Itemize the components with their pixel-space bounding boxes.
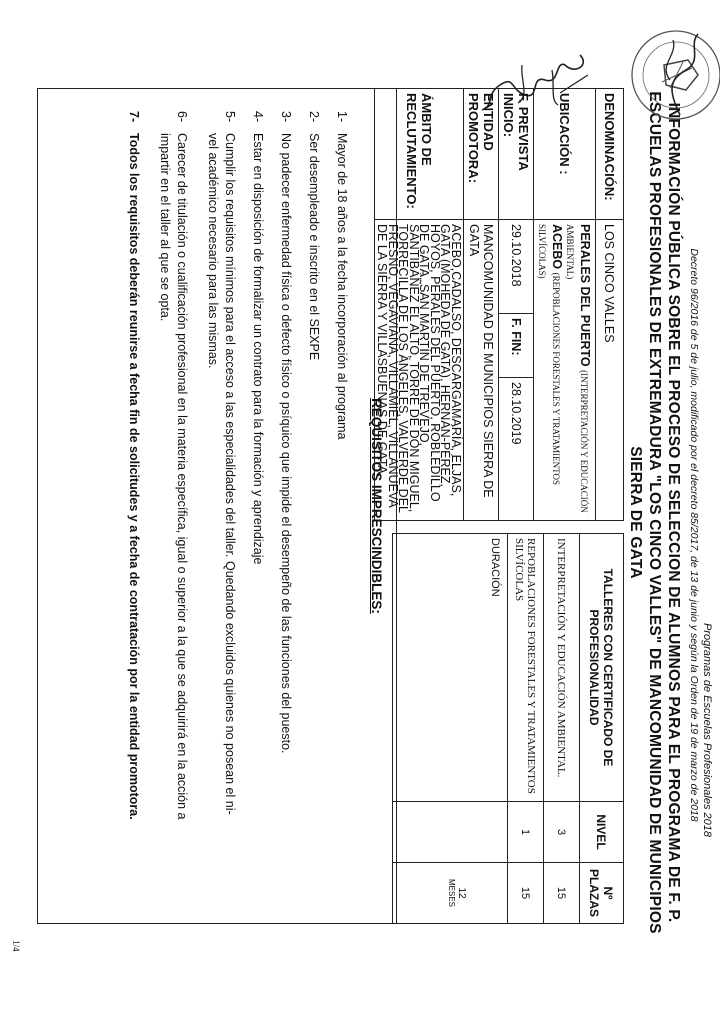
title-line-2: ESCUELAS PROFESIONALES DE EXTREMADURA "LOS CINCO VALLES" DE MANCOMUNIDAD DE MUNICIPIOS (646, 91, 663, 934)
fprevista-label: F. PREVISTA INICIO: (499, 89, 534, 220)
taller-1-plazas: 15 (544, 863, 580, 924)
requisito-3: 3-No padecer enfermedad física o defecto físico o psíquico que impide el desempeño de las funciones del puesto. (279, 111, 293, 754)
decree-header: Decreto 96/2016 de 5 de julio, modificado por el decreto 85/2017, de 13 de junio y según la Orden de 19 de marzo de 2018 (688, 248, 700, 822)
ffin-label: F. FIN: (499, 314, 534, 378)
requisito-2: 2-Ser desempleado e inscrito en el SEXPE (307, 111, 321, 361)
header-nivel: NIVEL (580, 802, 624, 863)
title-line-1: INFORMACIÓN PÚBLICA SOBRE EL PROCESO DE SELECCION DE ALUMNOS PARA EL PROGRAMA DE F. P. (665, 102, 682, 923)
duracion-value (393, 863, 508, 924)
requisitos-section (37, 88, 397, 924)
ubicacion-town-2: ACEBO (550, 224, 565, 270)
duracion-months: 12 (456, 887, 467, 899)
document-title (626, 20, 683, 1005)
entidad-label: ENTIDAD PROMOTORA: (464, 89, 499, 220)
row-denominacion (596, 89, 624, 521)
ubicacion-note-1: (INTERPRETACIÓN Y EDUCACIÓN AMBIENTAL) (565, 224, 590, 513)
duracion-unit: MESES (447, 878, 456, 907)
ubicacion-label: UBICACIÓN : (534, 89, 596, 220)
taller-1-name: INTERPRETACIÓN Y EDUCACIÓN AMBIENTAL. (544, 534, 580, 802)
header-plazas: Nº PLAZAS (580, 863, 624, 924)
taller-row-2 (508, 534, 544, 924)
row-fechas (499, 89, 534, 521)
duracion-label: DURACIÓN (393, 534, 508, 802)
program-header: Programas de Escuelas Profesionales 2018 (701, 622, 713, 837)
requisito-7: 7-Todos los requisitos deberán reunirse a fecha fin de solicitudes y a fecha de contratación por la entidad promotora. (127, 111, 141, 820)
ambito-label: ÁMBITO DE RECLUTAMIENTO: (375, 89, 464, 220)
ambito-value: ACEBO,CADALSO, DESCARGAMARÍA, ELJAS, GATA (MOHEDA DE GATA), HERNÁN-PÉREZ, HOYOS, PERALES DEL PUERTO, ROBLEDILLO DE GATA, SAN MARTÍN DE TREVEJO, SANTIBÁÑEZ EL ALTO, TORRE DE DON MIGUEL, TORRECILLA DE LOS ÁNGELES, VALVERDE DEL FRESNO, VEGAVIANA, VILLAMIEL, VILLANUEVA DE LA SIERRA Y VILLASBUENAS DE GATA. (375, 220, 464, 521)
program-info-table (374, 88, 624, 521)
ubicacion-town-1: PERALES DEL PUERTO (578, 224, 593, 367)
requisito-5: 5-Cumplir los requisitos mínimos para el acceso a las especialidades del taller. Quedando excluidos quienes no posean el ni- vel académico necesario para las mismas. (206, 111, 237, 815)
requisito-6: 6-Carecer de titulación o cualificación profesional en la materia específica, igual o superior a la que se adquirirá en la acción a impartir en el taller al que se opta. (158, 111, 189, 820)
duracion-empty (393, 802, 508, 863)
page-number: 1/4 (11, 940, 21, 952)
row-ubicacion (534, 89, 596, 521)
taller-2-name: REPOBLACIONES FORESTALES Y TRATAMIENTOS SILVÍCOLAS (508, 534, 544, 802)
fprevista-value: 29.10.2018 (499, 220, 534, 314)
talleres-header-row (580, 534, 624, 924)
header-taller: TALLERES CON CERTIFICADO DE PROFESIONALIDAD (580, 534, 624, 802)
duracion-row (393, 534, 508, 924)
ubicacion-note-2: (REPOBLACIONES FORESTALES Y TRATAMIENTOS SILVÍCOLAS) (537, 224, 562, 485)
entidad-value: MANCOMUNIDAD DE MUNICIPIOS SIERRA DE GATA (464, 220, 499, 521)
requisito-1: 1-Mayor de 18 años a la fecha incorporación al programa (335, 111, 349, 440)
taller-row-1 (544, 534, 580, 924)
official-seal-icon (623, 20, 720, 125)
requisitos-title: REQUISITOS IMPRESCINDIBLES: (369, 398, 384, 614)
title-line-3: SIERRA DE GATA (627, 446, 644, 579)
denominacion-value: LOS CINCO VALLES (596, 220, 624, 521)
ffin-value: 28.10.2019 (499, 378, 534, 521)
requisito-4: 4-Estar en disposición de formalizar un contrato para la formación y aprendizaje (251, 111, 265, 565)
ubicacion-value (534, 220, 596, 521)
taller-2-nivel: 1 (508, 802, 544, 863)
taller-1-nivel: 3 (544, 802, 580, 863)
denominacion-label: DENOMINACIÓN: (596, 89, 624, 220)
talleres-table (392, 533, 624, 924)
taller-2-plazas: 15 (508, 863, 544, 924)
row-entidad (464, 89, 499, 521)
